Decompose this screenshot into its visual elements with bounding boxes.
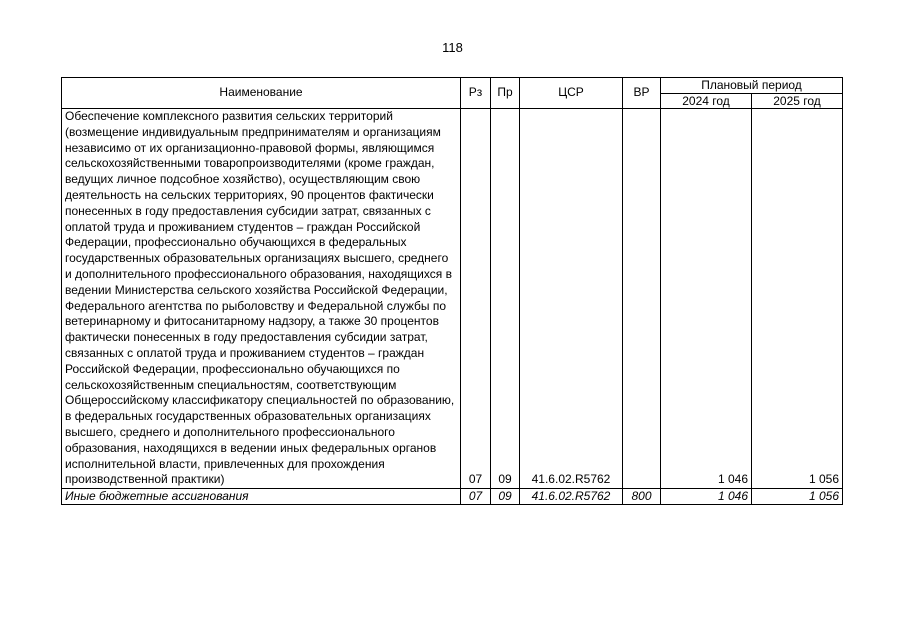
header-rz: Рз	[461, 78, 491, 109]
row-value-2025: 1 056	[752, 489, 843, 505]
row-rz: 07	[461, 489, 491, 505]
table-row	[62, 489, 843, 505]
row-value-2024: 1 046	[661, 109, 752, 489]
header-vr: ВР	[623, 78, 661, 109]
row-name: Иные бюджетные ассигнования	[62, 489, 461, 505]
row-rz: 07	[461, 109, 491, 489]
table-row	[62, 109, 843, 489]
row-vr	[623, 109, 661, 489]
budget-table	[61, 77, 843, 505]
row-value-2025: 1 056	[752, 109, 843, 489]
header-csr: ЦСР	[520, 78, 623, 109]
row-vr: 800	[623, 489, 661, 505]
header-pr: Пр	[491, 78, 520, 109]
header-name: Наименование	[62, 78, 461, 109]
row-pr: 09	[491, 489, 520, 505]
header-year-2025: 2025 год	[752, 93, 843, 109]
row-value-2024: 1 046	[661, 489, 752, 505]
page-number: 118	[442, 40, 463, 55]
row-pr: 09	[491, 109, 520, 489]
row-csr: 41.6.02.R5762	[520, 109, 623, 489]
row-csr: 41.6.02.R5762	[520, 489, 623, 505]
row-name: Обеспечение комплексного развития сельских территорий (возмещение индивидуальным предпринимателям и организациям независимо от их организационно-правовой формы, являющимся сельскохозяйственными товаропроизводителями (кроме граждан, ведущих личное подсобное хозяйство), осуществляющим свою деятельность на сельских территориях, 90 процентов фактически понесенных в году предоставления субсидии затрат, связанных с оплатой труда и проживанием студентов – граждан Российской Федерации, профессионально обучающихся в федеральных государственных образовательных организациях высшего, среднего и дополнительного профессионального образования, находящихся в ведении Министерства сельского хозяйства Российской Федерации, Федерального агентства по рыболовству и Федеральной службы по ветеринарному и фитосанитарному надзору, а также 30 процентов фактически понесенных в году предоставления субсидии затрат, связанных с оплатой труда и проживанием студентов – граждан Российской Федерации, профессионально обучающихся по сельскохозяйственным специальностям, соответствующим Общероссийскому классификатору специальностей по образованию, в федеральных государственных образовательных организациях высшего, среднего и дополнительного профессионального образования, находящихся в ведении иных федеральных органов исполнительной власти, привлеченных для прохождения производственной практики)	[62, 109, 461, 489]
header-planned-period: Плановый период	[661, 78, 843, 94]
header-year-2024: 2024 год	[661, 93, 752, 109]
